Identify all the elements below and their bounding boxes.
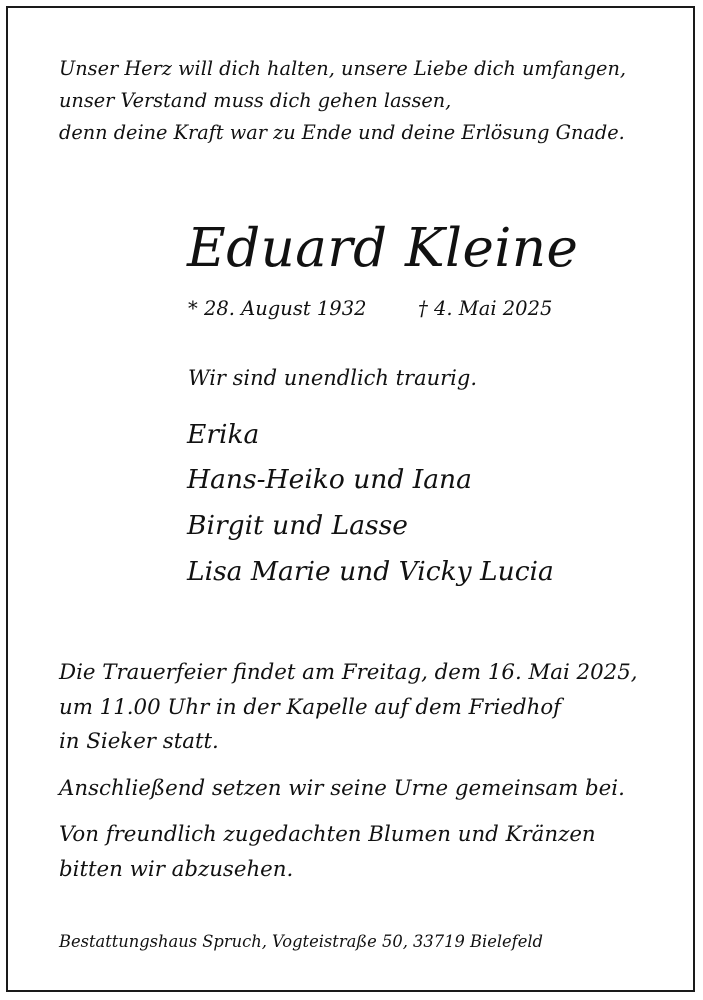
poem-line: Unser Herz will dich halten, unsere Liebe dich umfangen,	[59, 57, 627, 80]
urn-info: Anschließend setzen wir seine Urne gemeinsam bei.	[59, 776, 625, 801]
death-date: † 4. Mai 2025	[418, 297, 553, 320]
deceased-name: Eduard Kleine	[187, 218, 579, 279]
funeral-home: Bestattungshaus Spruch, Vogteistraße 50, 33719 Bielefeld	[59, 932, 543, 951]
birth-date: * 28. August 1932	[188, 297, 367, 320]
poem-line: unser Verstand muss dich gehen lassen,	[59, 89, 452, 112]
family-member: Erika	[187, 419, 260, 450]
poem-line: denn deine Kraft war zu Ende und deine Erlösung Gnade.	[59, 121, 625, 144]
family-member: Lisa Marie und Vicky Lucia	[187, 556, 554, 587]
family-member: Hans-Heiko und Iana	[187, 464, 472, 495]
flowers-info-line: Von freundlich zugedachten Blumen und Kränzen	[59, 822, 596, 847]
funeral-info-line: in Sieker statt.	[59, 729, 219, 754]
funeral-info-line: Die Trauerfeier findet am Freitag, dem 16. Mai 2025,	[59, 660, 638, 685]
sentiment-line: Wir sind unendlich traurig.	[188, 366, 478, 390]
family-member: Birgit und Lasse	[187, 510, 408, 541]
flowers-info-line: bitten wir abzusehen.	[59, 857, 294, 882]
funeral-info-line: um 11.00 Uhr in der Kapelle auf dem Friedhof	[59, 695, 562, 720]
